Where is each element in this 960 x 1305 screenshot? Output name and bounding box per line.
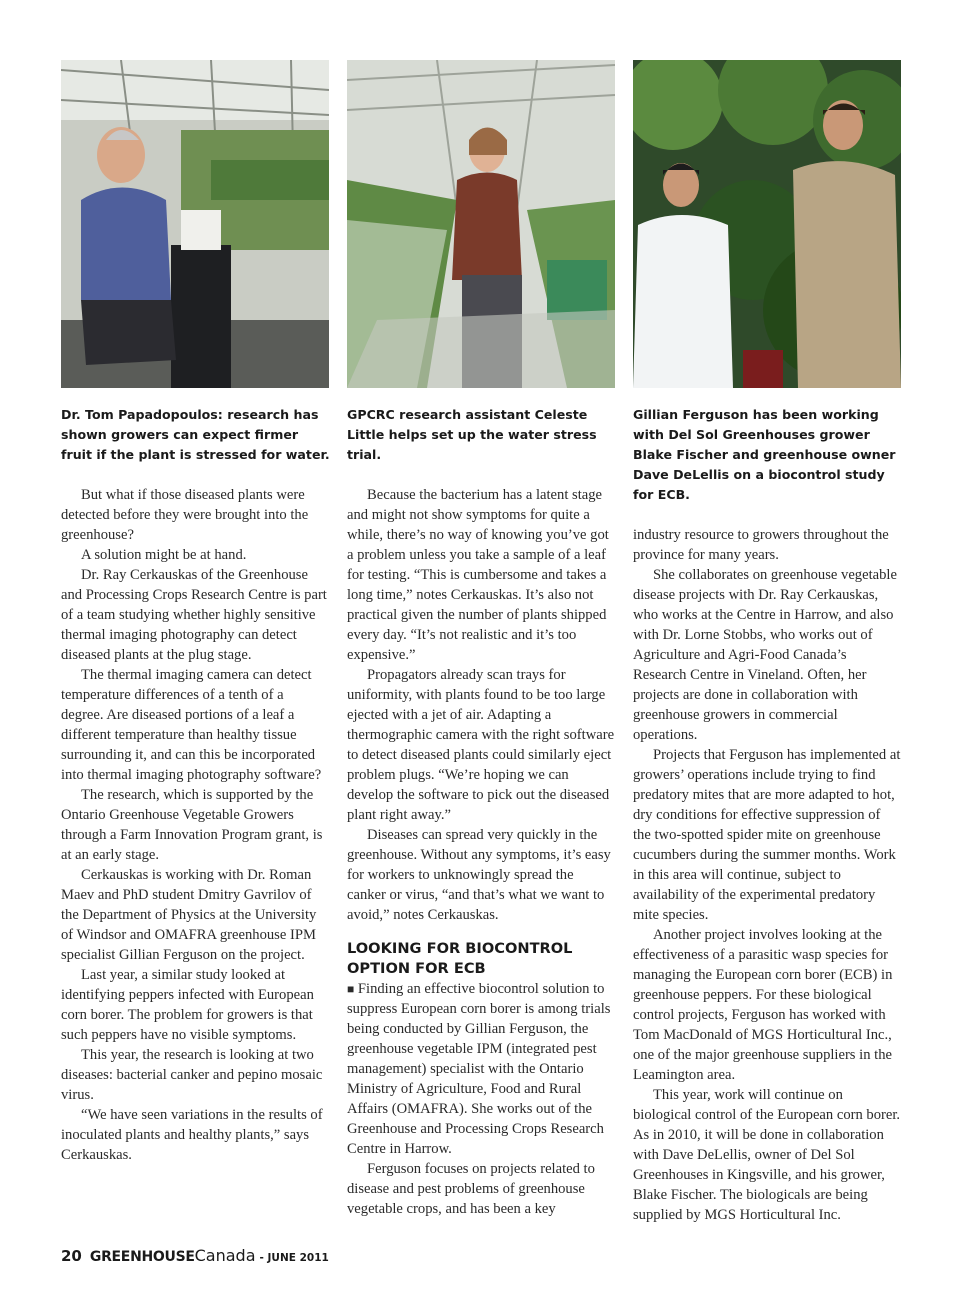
paragraph: But what if those diseased plants were detected before they were brought into the greenhouse? [61,487,309,543]
photo-caption: GPCRC research assistant Celeste Little helps set up the water stress trial. [347,407,597,462]
paragraph: Another project involves looking at the effectiveness of a parasitic wasp species for managing the European corn borer (ECB) in greenhouse peppers. For these biological control projects, Ferguson has worked with Tom MacDonald of MGS Horticultural Inc., one of the major greenhouse suppliers in the Leamington area. [633,927,893,1083]
paragraph: Cerkauskas is working with Dr. Roman Maev and PhD student Dmitry Gavrilov of the Department of Physics at the University of Windsor and OMAFRA greenhouse IPM specialist Gillian Ferguson on the project. [61,867,317,963]
photo-biocontrol-team [633,60,901,388]
page-footer [61,1246,329,1265]
paragraph: This year, work will continue on biological control of the European corn borer. As in 2010, it will be done in collaboration with Dave DeLellis, owner of Del Sol Greenhouses in Kingsville, and his grower, Blake Fischer. The biologicals are being supplied by MGS Horticultural Inc. [633,1087,901,1223]
paragraph: The thermal imaging camera can detect temperature differences of a tenth of a degree. Are diseased portions of a leaf a different temperature than healthy tissue surrounding it, and can this be incorporated into thermal imaging photography software? [61,667,322,783]
paragraph: “We have seen variations in the results of inoculated plants and healthy plants,” says Cerkauskas. [61,1107,323,1163]
paragraph [347,979,615,1159]
paragraph: The research, which is supported by the Ontario Greenhouse Vegetable Growers through a Farm Innovation Program grant, is at an early stage. [61,787,323,863]
paragraph: industry resource to growers throughout the province for many years. [633,527,889,563]
magazine-name-light: Canada [194,1246,256,1265]
paragraph-text: Finding an effective biocontrol solution to suppress European corn borer is among trials being conducted by Gillian Ferguson, the greenhouse vegetable IPM (integrated pest management) specialist with the Ontario Ministry of Agriculture, Food and Rural Affairs (OMAFRA). She works out of the Greenhouse and Processing Crops Research Centre in Harrow. [347,981,611,1157]
paragraph: She collaborates on greenhouse vegetable disease projects with Dr. Ray Cerkauskas, who works at the Centre in Harrow, and also with Dr. Lorne Stobbs, who works out of Agriculture and Agri-Food Canada’s Research Centre in Vineland. Often, her projects are done in collaboration with greenhouse growers in commercial operations. [633,567,897,743]
paragraph: A solution might be at hand. [81,547,247,563]
paragraph: Last year, a similar study looked at identifying peppers infected with European corn borer. The problem for growers is that such peppers have no visible symptoms. [61,967,314,1043]
paragraph: Projects that Ferguson has implemented at growers’ operations include trying to find predatory mites that are more adapted to hot, dry conditions for effective suppression of the two-spotted spider mite on greenhouse cucumbers during the summer months. Work in this area will continue, subject to availability of the experimental predatory mite species. [633,747,901,923]
article-column-1 [61,485,329,1165]
paragraph: This year, the research is looking at two diseases: bacterial canker and pepino mosaic virus. [61,1047,323,1103]
paragraph: Ferguson focuses on projects related to disease and pest problems of greenhouse vegetable crops, and has been a key [347,1161,595,1217]
paragraph: Propagators already scan trays for uniformity, with plants found to be too large ejected with a jet of air. Adapting a thermographic camera with the right software to detect diseased plants could similarly eject problem plugs. “We’re hoping we can develop the software to pick out the diseased plant right away.” [347,667,615,823]
photo-caption: Gillian Ferguson has been working with Del Sol Greenhouses grower Blake Fischer and greenhouse owner Dave DeLellis on a biocontrol study for ECB. [633,407,896,502]
paragraph: Dr. Ray Cerkauskas of the Greenhouse and Processing Crops Research Centre is part of a team studying whether highly sensitive thermal imaging photography can detect diseased plants at the plug stage. [61,567,327,663]
section-heading: LOOKING FOR BIOCONTROL OPTION FOR ECB [347,940,573,977]
article-column-3 [633,525,901,1225]
issue-date: - JUNE 2011 [259,1252,329,1264]
photo-caption: Dr. Tom Papadopoulos: research has shown growers can expect firmer fruit if the plant is stressed for water. [61,407,330,462]
article-column-2 [347,485,615,1219]
square-bullet-icon: ■ [347,982,355,996]
magazine-name-bold: GREENHOUSE [89,1249,195,1265]
photo-researcher-crates [61,60,329,388]
paragraph: Diseases can spread very quickly in the greenhouse. Without any symptoms, it’s easy for workers to unknowingly spread the canker or virus, “and that’s what we want to avoid,” notes Cerkauskas. [347,827,611,923]
paragraph: Because the bacterium has a latent stage and might not show symptoms for quite a while, there’s no way of knowing you’ve got a problem unless you take a sample of a leaf for testing. “This is cumbersome and takes a long time,” notes Cerkauskas. It’s also not practical given the number of plants shipped every day. “It’s not realistic and it’s too expensive.” [347,487,609,663]
photo-research-assistant [347,60,615,388]
page-number: 20 [61,1247,82,1265]
